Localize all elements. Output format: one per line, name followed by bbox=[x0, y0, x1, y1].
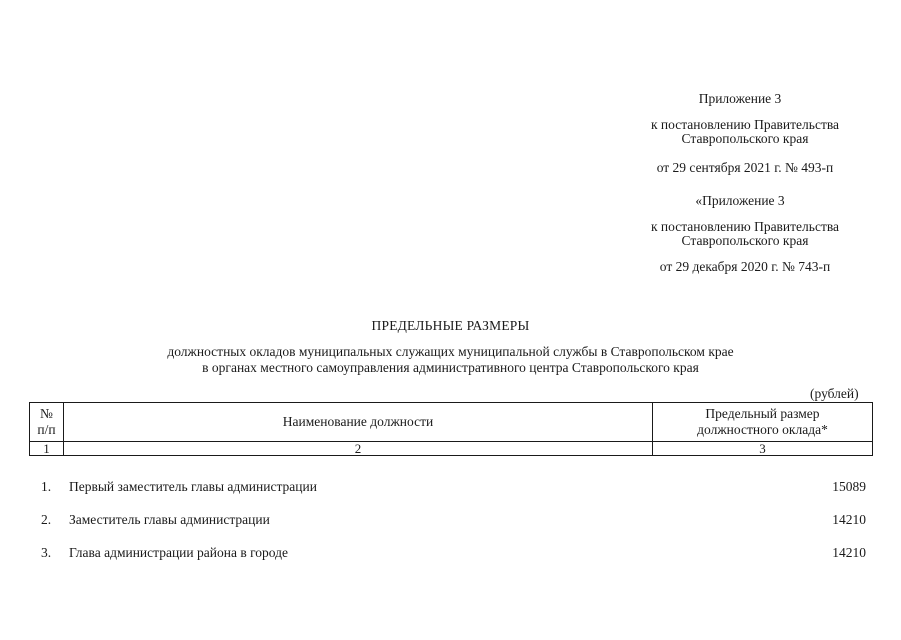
appendix-previous-decree-line2: Ставропольского края bbox=[681, 233, 809, 248]
column-number-3: 3 bbox=[653, 442, 873, 456]
header-number-line1: № bbox=[40, 406, 53, 422]
appendix-previous-title: «Приложение 3 bbox=[695, 193, 785, 208]
appendix-previous-date-number: от 29 декабря 2020 г. № 743-п bbox=[659, 259, 831, 274]
table-row bbox=[0, 512, 901, 530]
row-number: 1. bbox=[41, 479, 52, 494]
units-label: (рублей) bbox=[810, 386, 859, 401]
header-cell-position: Наименование должности bbox=[64, 403, 653, 442]
table-row bbox=[0, 545, 901, 563]
appendix-current-decree-line2: Ставропольского края bbox=[681, 131, 809, 146]
document-subtitle-line1: должностных окладов муниципальных служащих муниципальной службы в Ставропольском крае bbox=[167, 344, 734, 359]
header-salary-line1: Предельный размер bbox=[705, 406, 820, 422]
document-subtitle bbox=[0, 344, 901, 375]
row-number: 2. bbox=[41, 512, 52, 527]
header-salary-line2: должностного оклада* bbox=[697, 422, 828, 437]
row-position: Глава администрации района в городе bbox=[69, 545, 288, 560]
appendix-current-decree-line1: к постановлению Правительства bbox=[650, 117, 840, 132]
column-number-2: 2 bbox=[64, 442, 653, 456]
document-subtitle-line2: в органах местного самоуправления административного центра Ставропольского края bbox=[202, 359, 699, 375]
appendix-previous-decree-line1: к постановлению Правительства bbox=[650, 219, 840, 234]
appendix-current-date-number: от 29 сентября 2021 г. № 493-п bbox=[656, 160, 834, 175]
row-position: Заместитель главы администрации bbox=[69, 512, 270, 527]
header-cell-salary bbox=[653, 403, 873, 442]
header-number-line2: п/п bbox=[37, 422, 56, 437]
column-number-1: 1 bbox=[30, 442, 64, 456]
row-number: 3. bbox=[41, 545, 52, 560]
table-header-row bbox=[30, 403, 873, 442]
column-number-row bbox=[30, 442, 873, 456]
row-salary: 14210 bbox=[832, 545, 866, 560]
row-salary: 14210 bbox=[832, 512, 866, 527]
table-row bbox=[0, 479, 901, 497]
document-title: ПРЕДЕЛЬНЫЕ РАЗМЕРЫ bbox=[371, 318, 530, 333]
row-salary: 15089 bbox=[832, 479, 866, 494]
header-cell-number bbox=[30, 403, 64, 442]
row-position: Первый заместитель главы администрации bbox=[69, 479, 317, 494]
salary-table-header bbox=[29, 402, 873, 456]
appendix-current-title: Приложение 3 bbox=[698, 91, 782, 106]
